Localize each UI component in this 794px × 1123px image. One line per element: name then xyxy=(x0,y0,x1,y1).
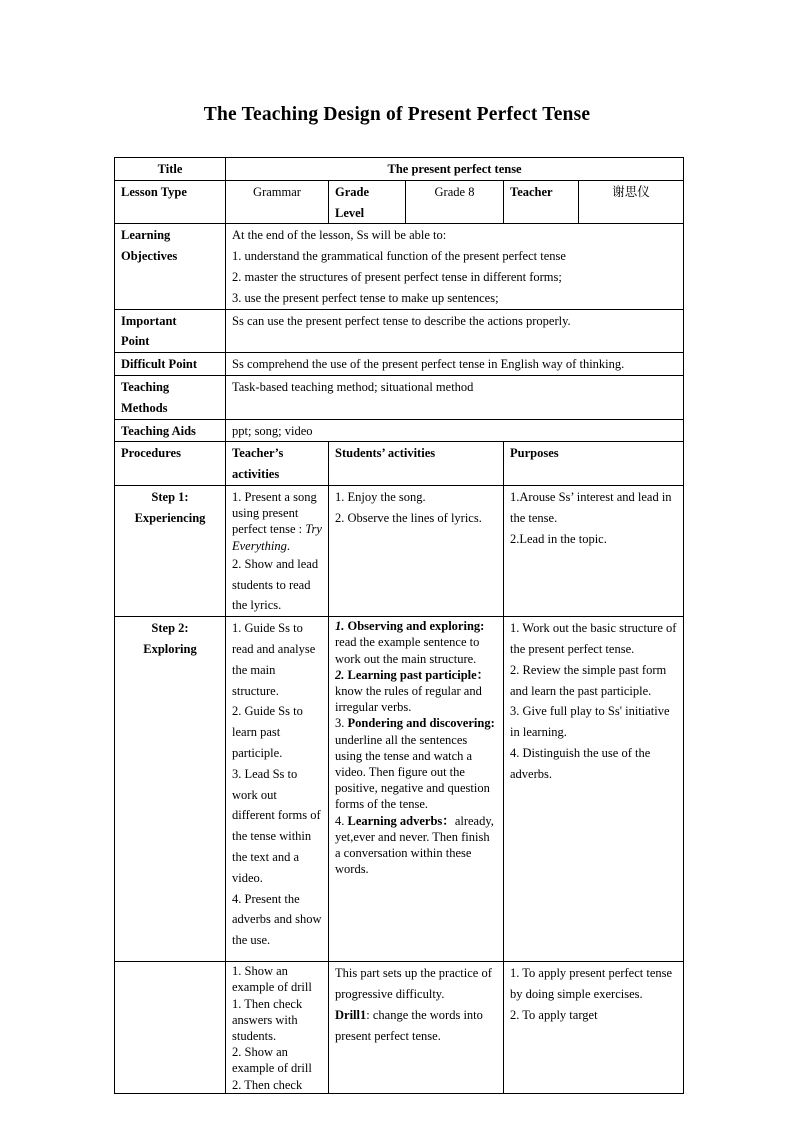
step1-teacher-activities: 1. Present a song using present perfect tense : Try Everything. 2. Show and lead students to read the lyrics. xyxy=(226,485,329,616)
teaching-aids-value: ppt; song; video xyxy=(226,419,684,442)
lesson-type-value: Grammar xyxy=(226,180,329,224)
teaching-aids-label: Teaching Aids xyxy=(115,419,226,442)
table-row xyxy=(115,309,684,353)
step3-purposes: 1. To apply present perfect tense by doing simple exercises. 2. To apply target xyxy=(504,962,684,1094)
step2-teacher-activities: 1. Guide Ss to read and analyse the main structure. 2. Guide Ss to learn past participle. 3. Lead Ss to work out different forms of the tense within the text and a video. 4. Present the adverbs and show the use. xyxy=(226,617,329,962)
table-row xyxy=(115,224,684,309)
teaching-methods-value: Task-based teaching method; situational method xyxy=(226,375,684,419)
table-row xyxy=(115,375,684,419)
teacher-value: 谢思仪 xyxy=(579,180,684,224)
lesson-type-label: Lesson Type xyxy=(115,180,226,224)
table-row xyxy=(115,485,684,616)
teacher-label: Teacher xyxy=(504,180,579,224)
step1-purposes: 1.Arouse Ss’ interest and lead in the tense. 2.Lead in the topic. xyxy=(504,485,684,616)
table-row xyxy=(115,617,684,962)
grade-level-label: Grade Level xyxy=(329,180,406,224)
step1-label: Step 1: Experiencing xyxy=(115,485,226,616)
title-value: The present perfect tense xyxy=(226,158,684,181)
difficult-point-label: Difficult Point xyxy=(115,353,226,376)
step1-student-activities: 1. Enjoy the song. 2. Observe the lines of lyrics. xyxy=(329,485,504,616)
table-row xyxy=(115,180,684,224)
table-row xyxy=(115,419,684,442)
student-activities-header: Students’ activities xyxy=(329,442,504,486)
purposes-header: Purposes xyxy=(504,442,684,486)
step3-teacher-activities: 1. Show an example of drill 1. Then check answers with students. 2. Show an example of drill 2. Then check xyxy=(226,962,329,1094)
step2-student-activities: 1. Observing and exploring: read the example sentence to work out the main structure. 2. Learning past participle：know the rules of regular and irregular verbs. 3. Pondering and discovering: underline all the sentences using the tense and watch a video. Then figure out the positive, negative and question forms of the tense. 4. Learning adverbs：already, yet,ever and never. Then finish a conversation within these words. xyxy=(329,617,504,962)
step3-label xyxy=(115,962,226,1094)
table-row xyxy=(115,353,684,376)
page-title: The Teaching Design of Present Perfect Tense xyxy=(203,104,591,125)
teacher-activities-header: Teacher’s activities xyxy=(226,442,329,486)
objectives-value: At the end of the lesson, Ss will be able to: 1. understand the grammatical function of the present perfect tense 2. master the structures of present perfect tense in different forms; 3. use the present perfect tense to make up sentences; xyxy=(226,224,684,309)
grade-value: Grade 8 xyxy=(406,180,504,224)
table-row xyxy=(115,962,684,1094)
teaching-methods-label: Teaching Methods xyxy=(115,375,226,419)
important-point-label: Important Point xyxy=(115,309,226,353)
objectives-label: Learning Objectives xyxy=(115,224,226,309)
title-label: Title xyxy=(115,158,226,181)
difficult-point-value: Ss comprehend the use of the present perfect tense in English way of thinking. xyxy=(226,353,684,376)
table-row xyxy=(115,158,684,181)
procedures-header: Procedures xyxy=(115,442,226,486)
step2-label: Step 2: Exploring xyxy=(115,617,226,962)
table-row xyxy=(115,442,684,486)
teaching-design-table xyxy=(114,157,684,1094)
step3-student-activities: This part sets up the practice of progressive difficulty. Drill1: change the words into present perfect tense. xyxy=(329,962,504,1094)
important-point-value: Ss can use the present perfect tense to describe the actions properly. xyxy=(226,309,684,353)
step2-purposes: 1. Work out the basic structure of the present perfect tense. 2. Review the simple past form and learn the past participle. 3. Give full play to Ss' initiative in learning. 4. Distinguish the use of the adverbs. xyxy=(504,617,684,962)
